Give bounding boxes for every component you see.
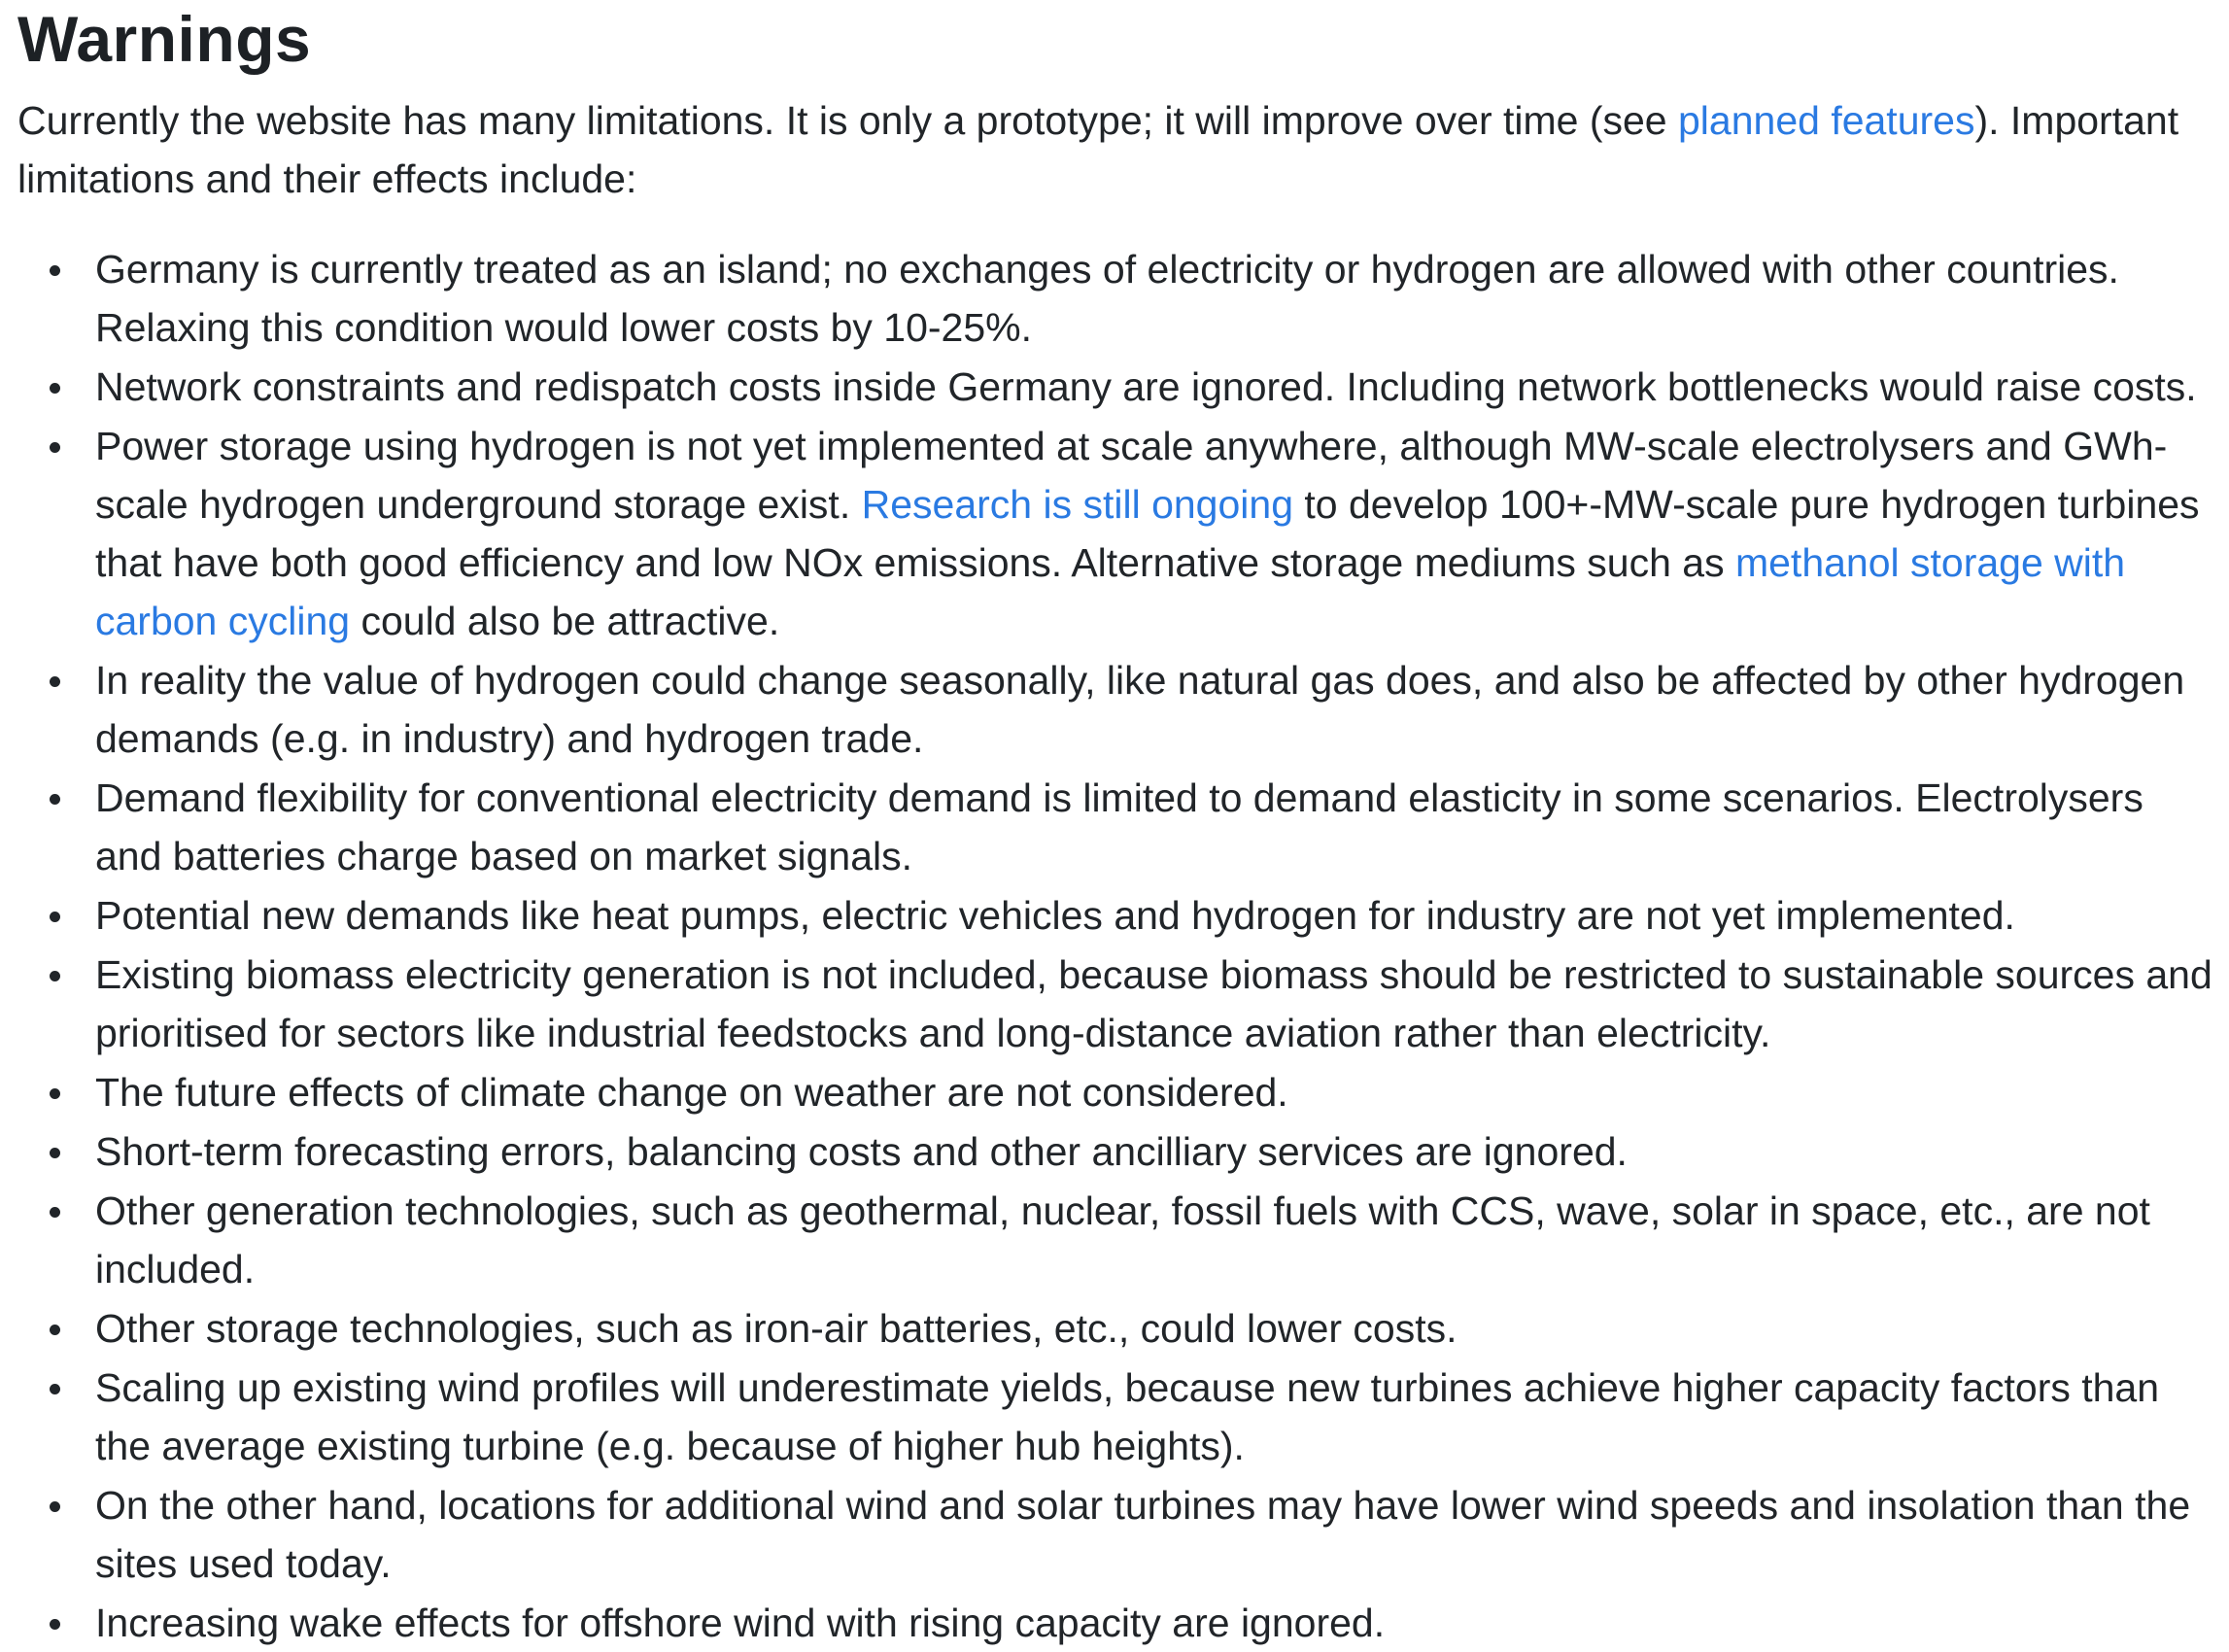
- intro-text-before: Currently the website has many limitations. It is only a prototype; it will improve over time (see: [17, 98, 1678, 143]
- list-item-text: Germany is currently treated as an island; no exchanges of electricity or hydrogen are allowed with other countries. Relaxing this condition would lower costs by 10-25%.: [95, 247, 2119, 350]
- list-item: [95, 1359, 2219, 1475]
- warnings-list: [17, 240, 2219, 1652]
- list-item: [95, 1122, 2219, 1181]
- bullet-icon: [50, 971, 60, 981]
- list-item: [95, 417, 2219, 650]
- intro-text-after: ). Important limitations and their effects include:: [17, 98, 2179, 201]
- bullet-icon: [50, 265, 60, 276]
- list-item-text: Existing biomass electricity generation is not included, because biomass should be restricted to sustainable sources and prioritised for sectors like industrial feedstocks and long-distance aviation rather than electricity.: [95, 952, 2212, 1055]
- list-item: [95, 1299, 2219, 1358]
- bullet-icon: [50, 1325, 60, 1335]
- bullet-icon: [50, 912, 60, 922]
- bullet-icon: [50, 442, 60, 453]
- bullet-icon: [50, 1501, 60, 1512]
- list-item-text: In reality the value of hydrogen could change seasonally, like natural gas does, and also be affected by other hydrogen demands (e.g. in industry) and hydrogen trade.: [95, 658, 2185, 761]
- bullet-icon: [50, 383, 60, 394]
- list-item-text: Other generation technologies, such as geothermal, nuclear, fossil fuels with CCS, wave, solar in space, etc., are not included.: [95, 1188, 2150, 1291]
- list-item-text: On the other hand, locations for additional wind and solar turbines may have lower wind speeds and insolation than the sites used today.: [95, 1483, 2191, 1586]
- list-item: [95, 769, 2219, 885]
- list-item-text: Scaling up existing wind profiles will underestimate yields, because new turbines achieve higher capacity factors than the average existing turbine (e.g. because of higher hub heights).: [95, 1365, 2160, 1468]
- list-item: [95, 886, 2219, 945]
- list-item-text: Increasing wake effects for offshore wind with rising capacity are ignored.: [95, 1600, 1386, 1645]
- intro-paragraph: [17, 91, 2219, 208]
- list-item-text: Potential new demands like heat pumps, electric vehicles and hydrogen for industry are not yet implemented.: [95, 893, 2015, 938]
- list-item: [95, 240, 2219, 357]
- bullet-icon: [50, 1148, 60, 1158]
- section-heading: Warnings: [17, 3, 312, 75]
- list-item: [95, 946, 2219, 1062]
- methanol-storage-link[interactable]: methanol storage with carbon cycling: [95, 540, 2126, 643]
- list-item: [95, 651, 2219, 768]
- bullet-icon: [50, 1207, 60, 1218]
- list-item-text: Network constraints and redispatch costs inside Germany are ignored. Including network bottlenecks would raise costs.: [95, 364, 2197, 409]
- list-item-text: could also be attractive.: [350, 599, 780, 643]
- list-item-text: Power storage using hydrogen is not yet implemented at scale anywhere, although MW-scale electrolysers and GWh-scale hydrogen underground storage exist.: [95, 424, 2168, 527]
- list-item-text: The future effects of climate change on weather are not considered.: [95, 1070, 1288, 1115]
- list-item: [95, 1182, 2219, 1298]
- list-item: [95, 1594, 2219, 1652]
- planned-features-link[interactable]: planned features: [1678, 98, 1975, 143]
- list-item-text: Other storage technologies, such as iron-air batteries, etc., could lower costs.: [95, 1306, 1457, 1351]
- list-item-text: Short-term forecasting errors, balancing costs and other ancilliary services are ignored.: [95, 1129, 1628, 1174]
- bullet-icon: [50, 794, 60, 805]
- research-ongoing-link[interactable]: Research is still ongoing: [861, 482, 1294, 527]
- list-item-text: Demand flexibility for conventional electricity demand is limited to demand elasticity in some scenarios. Electrolysers and batteries charge based on market signals.: [95, 775, 2143, 878]
- list-item-text: to develop 100+-MW-scale pure hydrogen turbines that have both good efficiency and low NOx emissions. Alternative storage mediums such as: [95, 482, 2200, 585]
- bullet-icon: [50, 1088, 60, 1099]
- bullet-icon: [50, 1384, 60, 1394]
- list-item: [95, 1063, 2219, 1121]
- bullet-icon: [50, 1619, 60, 1630]
- list-item: [95, 1476, 2219, 1593]
- list-item: [95, 358, 2219, 416]
- bullet-icon: [50, 676, 60, 687]
